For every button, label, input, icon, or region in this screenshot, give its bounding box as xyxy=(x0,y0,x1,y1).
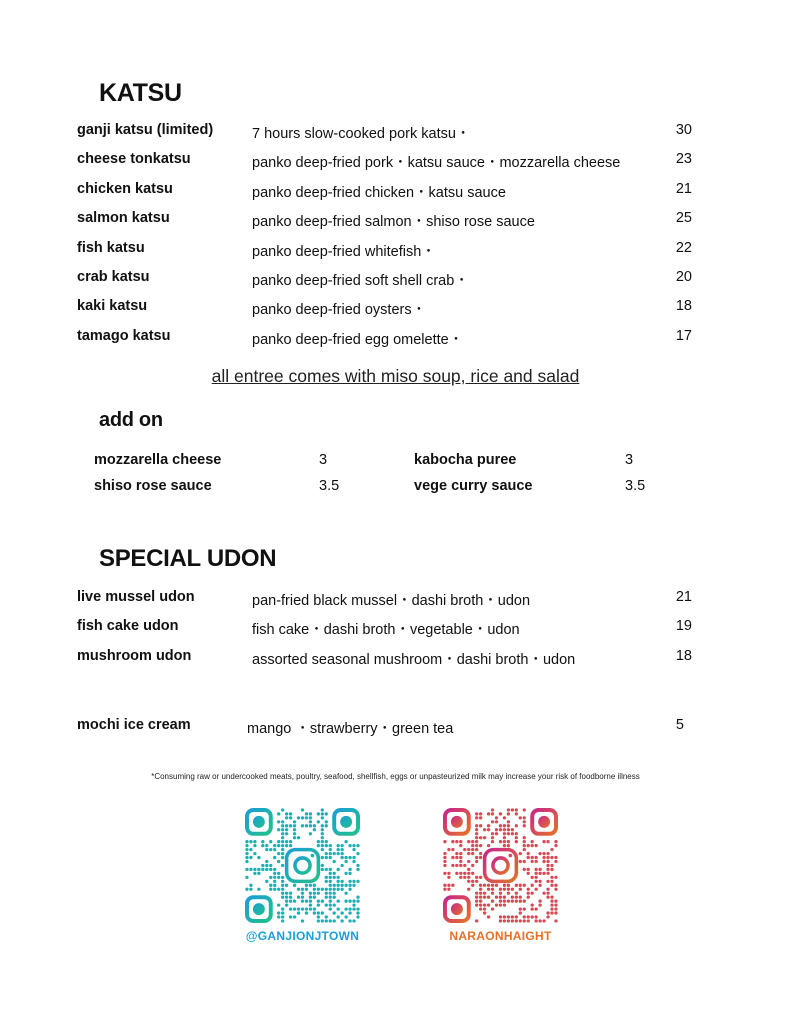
menu-item xyxy=(77,210,697,232)
addon-name: kabocha puree xyxy=(414,452,517,468)
item-description: panko deep-fried egg omelette・ xyxy=(252,332,464,348)
item-name: fish katsu xyxy=(77,240,145,256)
addon-name: mozzarella cheese xyxy=(94,452,222,468)
item-description: panko deep-fried soft shell crab・ xyxy=(252,273,469,289)
qr-card-ganji[interactable] xyxy=(245,808,360,958)
addon-price: 3 xyxy=(625,452,634,468)
item-price: 17 xyxy=(675,328,692,344)
menu-item xyxy=(77,298,697,320)
instagram-qr-code[interactable] xyxy=(443,808,558,923)
item-name: tamago katsu xyxy=(77,328,171,344)
addon-name: vege curry sauce xyxy=(414,478,533,494)
food-safety-disclaimer: *Consuming raw or undercooked meats, poultry, seafood, shellfish, eggs or unpasteurized milk may increase your risk of foodborne illness xyxy=(151,772,640,781)
item-price: 20 xyxy=(675,269,692,285)
instagram-qr-code[interactable] xyxy=(245,808,360,923)
item-description: panko deep-fried pork・katsu sauce・mozzarella cheese xyxy=(252,155,621,171)
menu-item xyxy=(77,122,697,144)
item-name: mushroom udon xyxy=(77,648,192,664)
item-price: 21 xyxy=(675,589,692,605)
instagram-handle: NARAONHAIGHT xyxy=(449,929,552,943)
menu-item xyxy=(77,181,697,203)
addon-section-title: add on xyxy=(99,409,163,431)
menu-item xyxy=(77,328,697,350)
item-price: 5 xyxy=(675,717,684,733)
item-name: cheese tonkatsu xyxy=(77,151,191,167)
instagram-icon xyxy=(485,850,517,882)
instagram-icon xyxy=(287,850,319,882)
qr-card-nara[interactable] xyxy=(443,808,558,958)
menu-item xyxy=(77,151,697,173)
item-name: crab katsu xyxy=(77,269,150,285)
entree-note: all entree comes with miso soup, rice and salad xyxy=(211,366,580,386)
item-name: ganji katsu (limited) xyxy=(77,122,214,138)
item-description: panko deep-fried oysters・ xyxy=(252,302,427,318)
katsu-section-title: KATSU xyxy=(99,79,182,107)
item-price: 22 xyxy=(675,240,692,256)
item-price: 19 xyxy=(675,618,692,634)
addon-price: 3.5 xyxy=(319,478,340,494)
menu-item xyxy=(77,269,697,291)
item-description: fish cake・dashi broth・vegetable・udon xyxy=(252,622,520,638)
item-description: panko deep-fried salmon・shiso rose sauce xyxy=(252,214,535,230)
item-description: panko deep-fried whitefish・ xyxy=(252,244,436,260)
item-name: fish cake udon xyxy=(77,618,179,634)
item-description: assorted seasonal mushroom・dashi broth・udon xyxy=(252,652,576,668)
item-price: 23 xyxy=(675,151,692,167)
addon-price: 3 xyxy=(319,452,328,468)
item-name: salmon katsu xyxy=(77,210,170,226)
item-price: 30 xyxy=(675,122,692,138)
addon-name: shiso rose sauce xyxy=(94,478,212,494)
item-description: 7 hours slow-cooked pork katsu・ xyxy=(252,126,471,142)
dessert-item xyxy=(77,717,697,739)
menu-item xyxy=(77,589,697,611)
menu-item xyxy=(77,618,697,640)
item-name: live mussel udon xyxy=(77,589,195,605)
menu-item xyxy=(77,240,697,262)
addon-price: 3.5 xyxy=(625,478,646,494)
item-price: 25 xyxy=(675,210,692,226)
item-price: 18 xyxy=(675,648,692,664)
item-name: kaki katsu xyxy=(77,298,148,314)
item-name: mochi ice cream xyxy=(77,717,191,733)
item-price: 18 xyxy=(675,298,692,314)
item-description: pan-fried black mussel・dashi broth・udon xyxy=(252,593,531,609)
item-price: 21 xyxy=(675,181,692,197)
menu-item xyxy=(77,648,697,670)
item-description: panko deep-fried chicken・katsu sauce xyxy=(252,185,506,201)
item-name: chicken katsu xyxy=(77,181,173,197)
item-description: mango ・strawberry・green tea xyxy=(247,721,454,737)
instagram-handle: @GANJIONJTOWN xyxy=(245,929,360,943)
udon-section-title: SPECIAL UDON xyxy=(99,545,277,572)
